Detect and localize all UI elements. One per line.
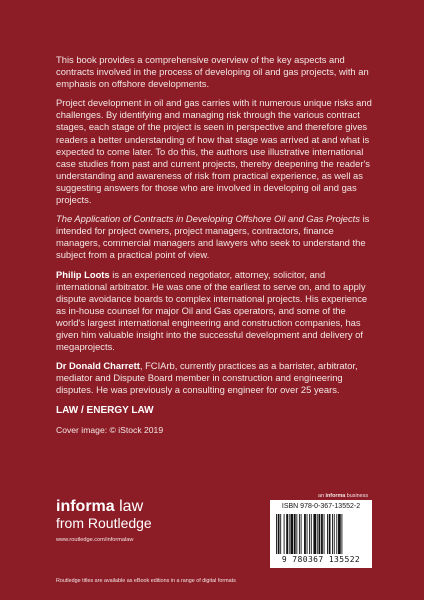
author-bio-2 bbox=[56, 360, 374, 396]
book-title-italic: The Application of Contracts in Developing Offshore Oil and Gas Projects bbox=[56, 213, 360, 225]
publisher-url: www.routledge.com/informalaw bbox=[56, 537, 134, 543]
author-2-name: Dr Donald Charrett bbox=[56, 360, 140, 372]
publisher-name bbox=[56, 498, 256, 515]
author-bio-1 bbox=[56, 269, 374, 354]
publisher-subtitle: from Routledge bbox=[56, 515, 152, 531]
description-paragraph-3 bbox=[56, 213, 374, 261]
author-1-name: Philip Loots bbox=[56, 268, 110, 280]
barcode-bars-icon bbox=[276, 514, 366, 554]
barcode-digits: 9 780367 135522 bbox=[281, 555, 361, 564]
business-bold: informa bbox=[325, 493, 346, 499]
business-prefix: an bbox=[318, 493, 326, 499]
audience-text: is intended for project owners, project managers, contractors, finance managers, commercial managers and lawyers who seek to understand the subject from a practical point of view. bbox=[56, 213, 370, 261]
isbn-text: ISBN 978-0-367-13552-2 bbox=[281, 503, 361, 510]
isbn-barcode bbox=[270, 500, 372, 568]
publisher-name-rest: law bbox=[114, 498, 144, 515]
ebook-note: Routledge titles are available as eBook editions in a range of digital formats bbox=[56, 578, 236, 584]
book-description bbox=[56, 54, 374, 443]
publisher-logo bbox=[56, 498, 256, 543]
publisher-name-bold: informa bbox=[56, 498, 115, 515]
author-1-bio-text: is an experienced negotiator, attorney, solicitor, and international arbitrator. He was one of the earliest to serve on, and to apply dispute avoidance boards to complex international projects. His experience as in-house counsel for major Oil and Gas operators, and some of the world's largest international engineering and construction companies, has given him valuable insight into the successful development and delivery of megaprojects. bbox=[56, 268, 368, 353]
subject-category: LAW / ENERGY LAW bbox=[56, 405, 154, 417]
informa-business-tag bbox=[318, 493, 368, 499]
cover-image-credit: Cover image: © iStock 2019 bbox=[56, 424, 164, 435]
business-suffix: business bbox=[345, 493, 369, 499]
author-2-bio-text: , FCIArb, currently practices as a barrister, arbitrator, mediator and Dispute Board member in construction and engineering disputes. He was previously a consulting engineer for over 25 years. bbox=[56, 360, 358, 396]
description-paragraph-1: This book provides a comprehensive overview of the key aspects and contracts involved in the process of developing oil and gas projects, with an emphasis on offshore developments. bbox=[56, 54, 369, 90]
description-paragraph-2: Project development in oil and gas carries with it numerous unique risks and challenges. By identifying and managing risk through the various contract stages, each stage of the project is seen in perspective and therefore gives readers a better understanding of how that stage was arrived at and what is expected to come later. To do this, the authors use illustrative international case studies from past and current projects, thereby deepening the reader's understanding and awareness of risk from practical experience, as well as suggesting answers for those who are involved in developing oil and gas projects. bbox=[56, 97, 372, 206]
